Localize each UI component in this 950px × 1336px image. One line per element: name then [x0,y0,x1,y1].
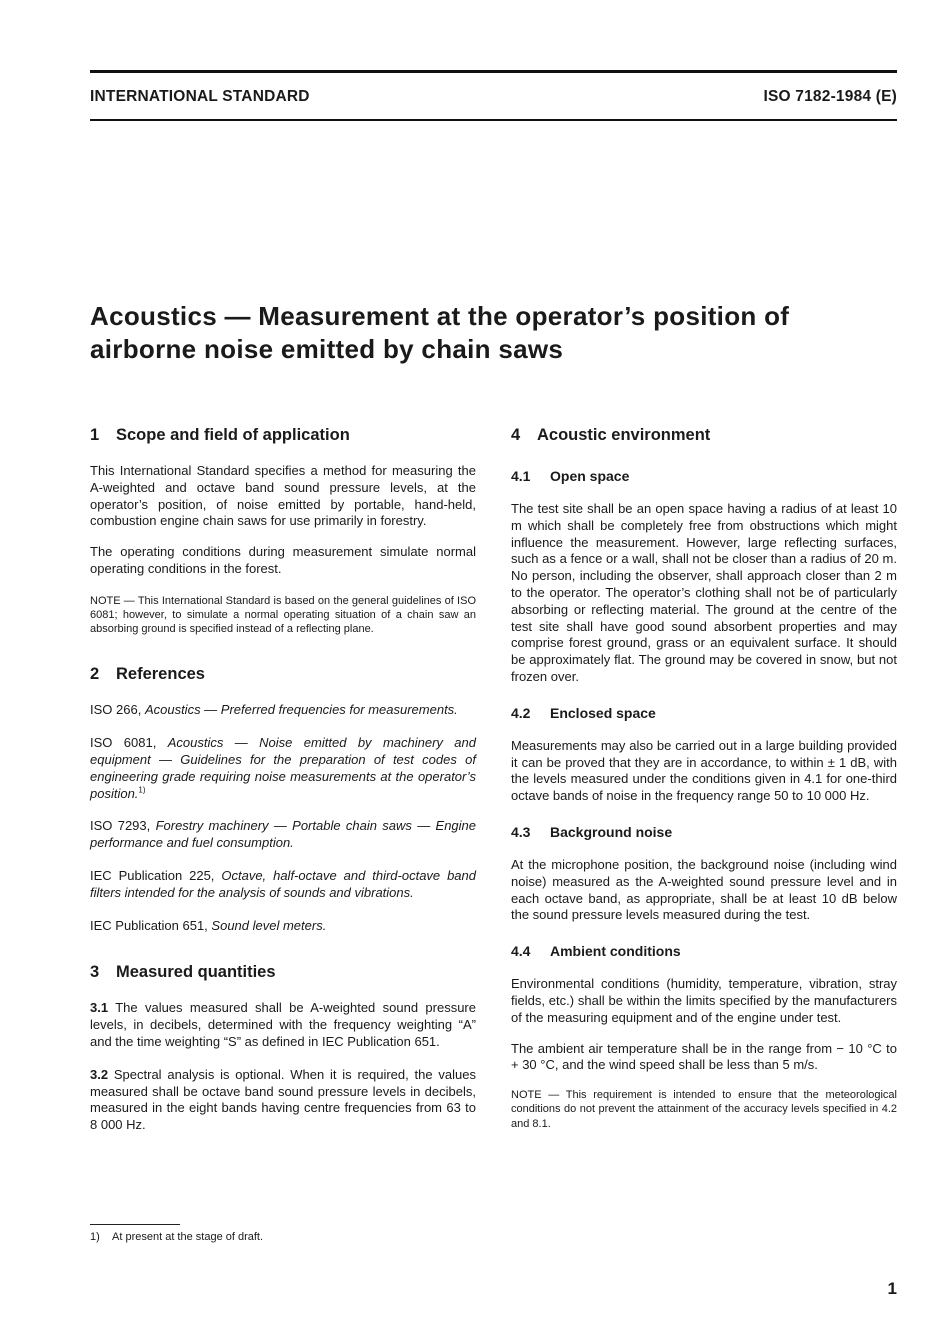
clause-4-4-paragraph-1: Environmental conditions (humidity, temperature, vibration, stray fields, etc.) shall be within the limits specified by the manufacturers of the measuring equipment and of the engine under test. [511,976,897,1025]
reference-iec-225: IEC Publication 225, Octave, half-octave and third-octave band filters intended for the analysis of sounds and vibrations. [90,867,476,900]
header-standard-number: ISO 7182-1984 (E) [763,88,897,105]
clause-4-1-heading: 4.1 Open space [511,468,630,484]
reference-iso-7293: ISO 7293, Forestry machinery — Portable chain saws — Engine performance and fuel consumption. [90,818,477,851]
clause-4-4-heading: 4.4 Ambient conditions [511,943,681,960]
clause-4-4-note: NOTE — This requirement is intended to ensure that the meteorological conditions do not prevent the attainment of the accuracy levels specified in 4.2 and 8.1. [511,1089,897,1130]
document-title [90,300,890,366]
footnote-rule [90,1224,180,1225]
section-4-heading: 4 Acoustic environment [511,426,711,444]
right-column [511,425,897,1131]
left-column [90,425,476,1134]
clause-4-3-paragraph: At the microphone position, the background noise (including wind noise) measured as the A-weighted sound pressure level and in each octave band, as appropriate, shall be at least 10 dB below the sound pressure levels measured during the test. [511,856,897,923]
clause-4-4-paragraph-2: The ambient air temperature shall be in the range from − 10 °C to + 30 °C, and the wind speed shall be less than 5 m/s. [511,1040,897,1073]
header-bottom-rule [90,119,897,121]
header-standard-type: INTERNATIONAL STANDARD [90,88,310,105]
clause-4-2-heading: 4.2 Enclosed space [511,704,656,721]
header-top-rule [90,70,897,73]
clause-3-2: 3.2 Spectral analysis is optional. When it is required, the values measured shall be octave band sound pressure levels in decibels, measured in the eight bands having centre frequencies from 63 to 8 000 Hz. [90,1066,476,1133]
title-line-2: airborne noise emitted by chain saws [90,334,564,364]
section-1-heading: 1 Scope and field of application [90,426,350,444]
section-1-note: NOTE — This International Standard is based on the general guidelines of ISO 6081; however, to simulate a normal operating situation of a chain saw an absorbing ground is specified instead of a reflecting plane. [90,594,476,636]
section-1-paragraph-1: This International Standard specifies a method for measuring the A-weighted and octave band sound pressure levels, at the operator’s position, of noise emitted by portable, hand-held, combustion engine chain saws for use primarily in forestry. [90,463,476,529]
page-number: 1 [887,1279,897,1298]
section-2-heading: 2 References [90,665,205,684]
title-line-1: Acoustics — Measurement at the operator’s position of [90,301,790,331]
reference-iec-651: IEC Publication 651, Sound level meters. [90,917,327,933]
clause-4-3-heading: 4.3 Background noise [511,823,673,840]
clause-3-1: 3.1 The values measured shall be A-weighted sound pressure levels, in decibels, determined with the frequency weighting “A” and the time weighting “S” as defined in IEC Publication 651. [90,1000,476,1049]
clause-4-1-paragraph: The test site shall be an open space having a radius of at least 10 m which shall be completely free from obstructions which might influence the measurement. However, large reflecting surfaces, such as a fence or a wall, shall not be closer than a radius of 20 m. No person, including the observer, shall approach closer than 2 m to the operator. The operator’s clothing shall not be of particularly absorbing or reflecting material. The ground at the centre of the test site shall have good sound absorbent properties and may comprise forest ground, grass or an equivalent surface. It should be approximately flat. The ground may be covered in snow, but not frozen over. [511,501,897,684]
reference-iso-6081: ISO 6081, Acoustics — Noise emitted by machinery and equipment — Guidelines for the preparation of test codes of engineering grade requiring noise measurements at the operator’s position.$^{1)}$ [90,735,476,801]
footnote-marker: 1) [138,785,146,795]
section-3-heading: 3 Measured quantities [90,963,276,982]
reference-iso-266: ISO 266, Acoustics — Preferred frequencies for measurements. [90,702,458,718]
footnote: 1) At present at the stage of draft. [90,1231,264,1243]
section-1-paragraph-2: The operating conditions during measurement simulate normal operating conditions in the forest. [90,544,476,576]
clause-4-2-paragraph: Measurements may also be carried out in a large building provided it can be proved that they are in accordance, to within ± 1 dB, with the levels measured under the conditions given in 4.1 for one-third octave bands of noise in the frequency range 50 to 10 000 Hz. [511,737,897,804]
